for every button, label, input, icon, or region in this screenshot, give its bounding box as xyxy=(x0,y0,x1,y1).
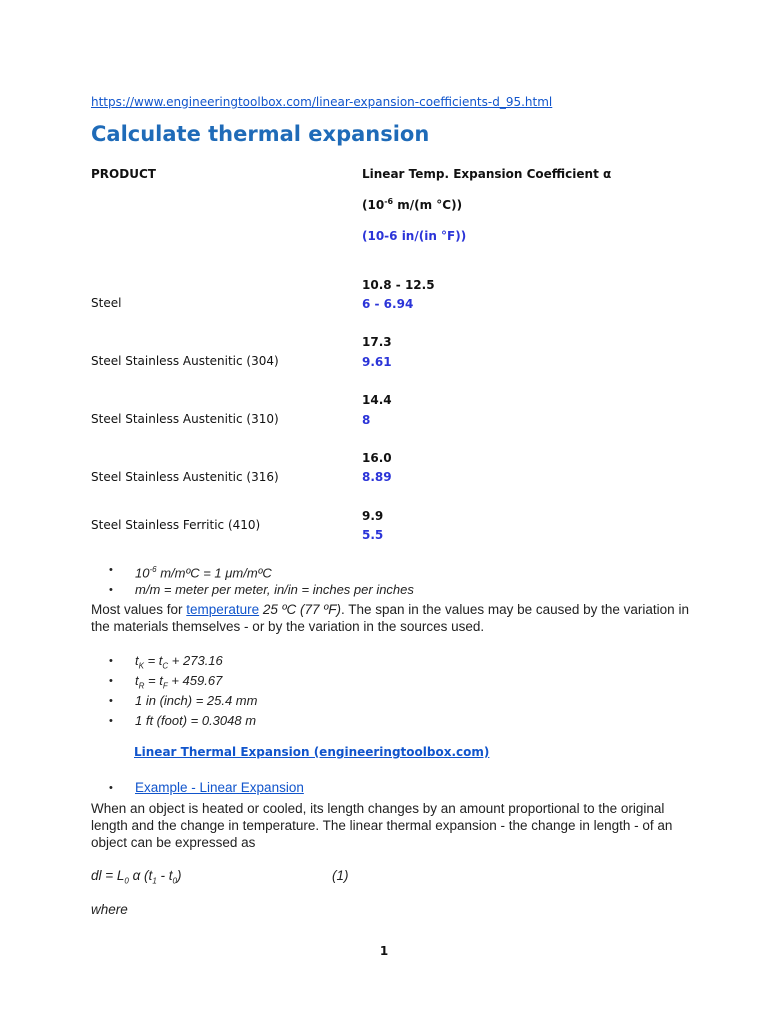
list-item xyxy=(91,778,304,798)
formula-text: dl = L xyxy=(91,868,125,883)
unit-imperial: (10-6 in/(in °F)) xyxy=(362,229,467,243)
list-item xyxy=(91,580,414,600)
formula-text: t xyxy=(135,653,139,668)
formula-text: 1 ft (foot) = 0.3048 m xyxy=(135,713,257,728)
table-row-product: Steel Stainless Austenitic (304) xyxy=(91,354,279,368)
temperature-paragraph xyxy=(91,601,691,635)
formula-sub: 1 xyxy=(152,876,157,886)
table-row-product: Steel Stainless Austenitic (310) xyxy=(91,412,279,426)
table-row-imperial: 5.5 xyxy=(362,528,384,542)
table-row-metric: 9.9 xyxy=(362,509,384,523)
note-text: m/mºC = 1 μm/mºC xyxy=(156,565,272,581)
unit-metric-pre: (10 xyxy=(362,198,385,212)
table-row-imperial: 9.61 xyxy=(362,355,392,369)
note-text: 10 xyxy=(135,565,150,581)
column-header-product: PRODUCT xyxy=(91,167,156,181)
formula-text: ) xyxy=(176,868,182,883)
expansion-paragraph: When an object is heated or cooled, its length changes by an amount proportional to the original length and the change in temperature. The linear thermal expansion - the change in length - of an object can be expressed as xyxy=(91,801,673,850)
column-header-coefficient: Linear Temp. Expansion Coefficient α xyxy=(362,167,612,181)
table-row-imperial: 8 xyxy=(362,413,371,427)
table-row-product: Steel xyxy=(91,296,122,310)
temperature-link[interactable]: temperature xyxy=(186,602,260,617)
where-text: where xyxy=(91,902,128,917)
note-exponent: -6 xyxy=(149,565,157,574)
formula-text: 1 in (inch) = 25.4 mm xyxy=(135,693,258,708)
formula-sub: R xyxy=(138,681,145,691)
unit-metric-exp: -6 xyxy=(384,197,394,206)
table-row-imperial: 8.89 xyxy=(362,470,392,484)
table-row-metric: 17.3 xyxy=(362,335,392,349)
page-number: 1 xyxy=(379,944,389,958)
table-row-metric: 10.8 - 12.5 xyxy=(362,278,435,292)
list-item xyxy=(91,651,257,671)
table-row-product: Steel Stainless Ferritic (410) xyxy=(91,518,261,532)
note-text: m/m = meter per meter, in/in = inches per inches xyxy=(135,582,414,597)
table-row-metric: 16.0 xyxy=(362,451,392,465)
source-url-link[interactable]: https://www.engineeringtoolbox.com/linear-expansion-coefficients-d_95.html xyxy=(91,95,553,109)
expansion-formula xyxy=(91,868,181,886)
table-row-imperial: 6 - 6.94 xyxy=(362,297,414,311)
list-item xyxy=(91,711,257,731)
formula-text: = t xyxy=(144,673,163,688)
unit-metric xyxy=(362,197,462,212)
example-list xyxy=(91,778,304,798)
list-item xyxy=(91,671,257,691)
formula-sub: C xyxy=(162,661,169,671)
formula-text: = t xyxy=(143,653,163,668)
page-title: Calculate thermal expansion xyxy=(91,122,430,146)
example-linear-expansion-link[interactable]: Example - Linear Expansion xyxy=(135,780,304,795)
conversion-list xyxy=(91,651,257,731)
table-row-metric: 14.4 xyxy=(362,393,392,407)
linear-thermal-expansion-link[interactable]: Linear Thermal Expansion (engineeringtoolbox.com) xyxy=(134,745,490,759)
formula-sub: K xyxy=(138,661,144,671)
list-item xyxy=(91,691,257,711)
table-row-product: Steel Stainless Austenitic (316) xyxy=(91,470,279,484)
formula-text: - t xyxy=(156,868,173,883)
formula-text: t xyxy=(135,673,139,688)
list-item xyxy=(91,560,414,580)
formula-sub: F xyxy=(162,681,168,691)
equation-number: (1) xyxy=(332,868,349,883)
formula-text: α (t xyxy=(128,868,153,883)
formula-sub: 0 xyxy=(124,876,129,886)
paragraph-text: Most values for xyxy=(91,602,187,617)
paragraph-text: . The span in the values may be caused by the variation in the materials themselves - or by the variation in the sources used. xyxy=(91,602,689,634)
unit-notes-list xyxy=(91,560,414,600)
formula-text: + 459.67 xyxy=(167,673,223,688)
formula-sub: 0 xyxy=(172,876,177,886)
paragraph-italic: 25 ºC (77 ºF) xyxy=(259,602,341,617)
formula-text: + 273.16 xyxy=(168,653,223,668)
unit-metric-post: m/(m °C)) xyxy=(393,198,463,212)
